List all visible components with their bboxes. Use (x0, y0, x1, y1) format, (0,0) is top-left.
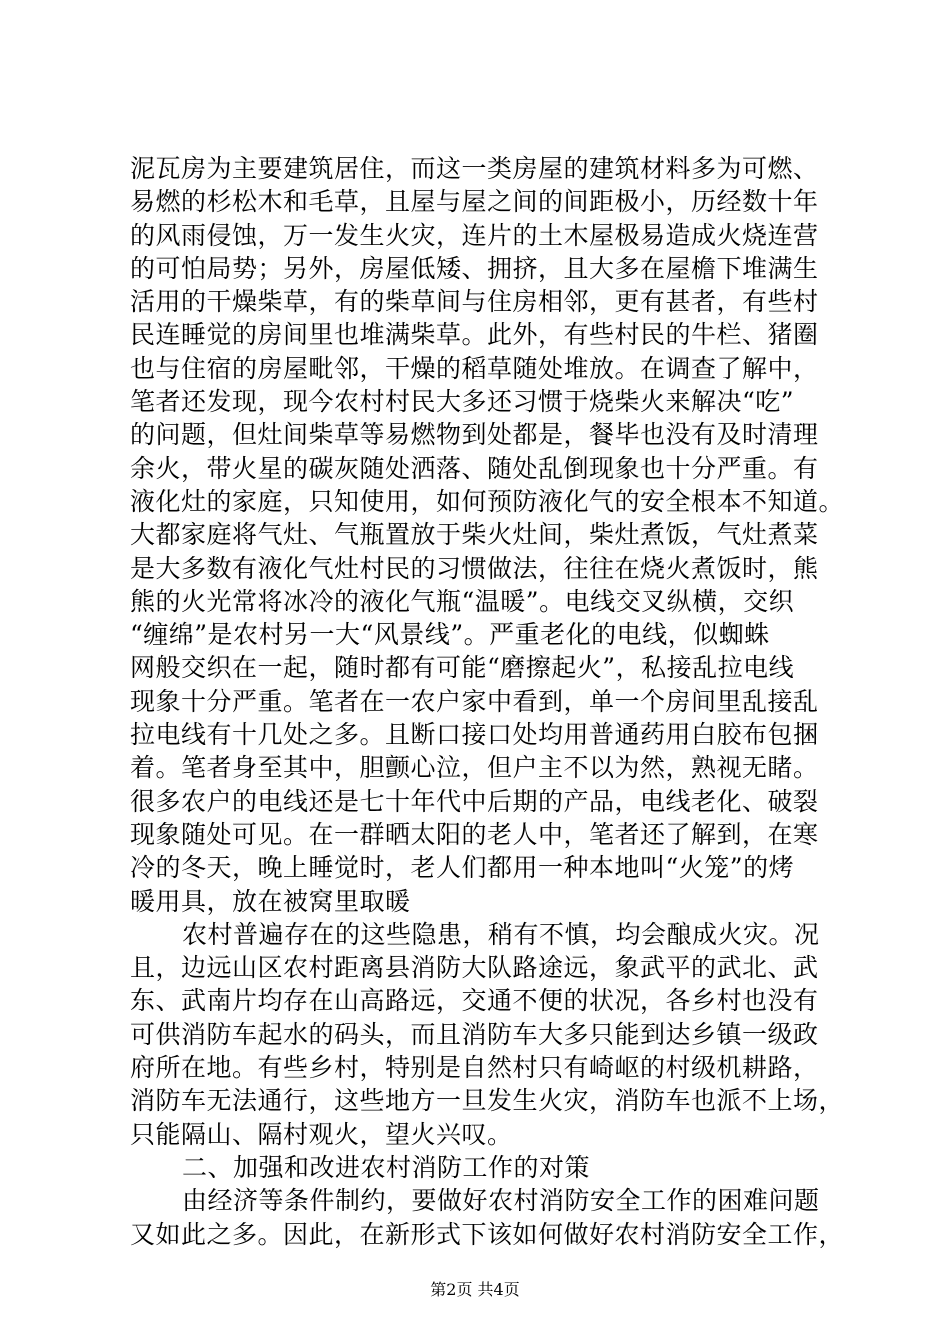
text-line: 拉电线有十几处之多。且断口接口处均用普通药用白胶布包捆 (130, 720, 819, 750)
text-line: “缠绵”是农村另一大“风景线”。严重老化的电线，似蜘蛛 (130, 620, 770, 650)
text-line: 只能隔山、隔村观火，望火兴叹。 (130, 1119, 513, 1149)
text-line: 余火，带火星的碳灰随处洒落、随处乱倒现象也十分严重。有 (130, 453, 819, 483)
paragraph-start-line: 农村普遍存在的这些隐患，稍有不慎，均会酿成火灾。况 (182, 919, 820, 949)
text-line: 活用的干燥柴草，有的柴草间与住房相邻，更有甚者，有些村 (130, 287, 819, 317)
text-line: 泥瓦房为主要建筑居住，而这一类房屋的建筑材料多为可燃、 (130, 154, 819, 183)
text-line: 的风雨侵蚀，万一发生火灾，连片的土木屋极易造成火烧连营 (130, 220, 819, 250)
text-line: 东、武南片均存在山高路远，交通不便的状况，各乡村也没有 (130, 986, 819, 1016)
body-text (130, 152, 845, 1251)
text-line: 笔者还发现，现今农村村民大多还习惯于烧柴火来解决“吃” (130, 387, 795, 417)
text-line: 现象随处可见。在一群晒太阳的老人中，笔者还了解到，在寒 (130, 819, 819, 849)
text-line: 易燃的杉松木和毛草，且屋与屋之间的间距极小，历经数十年 (130, 187, 819, 217)
paragraph-start-line: 由经济等条件制约，要做好农村消防安全工作的困难问题 (182, 1186, 820, 1216)
text-line: 网般交织在一起，随时都有可能“磨擦起火”，私接乱拉电线 (130, 653, 795, 683)
text-line: 且，边远山区农村距离县消防大队路途远，象武平的武北、武 (130, 953, 819, 983)
text-line: 现象十分严重。笔者在一农户家中看到，单一个房间里乱接乱 (130, 686, 819, 716)
text-line: 冷的冬天，晚上睡觉时，老人们都用一种本地叫“火笼”的烤 (130, 853, 795, 883)
text-line: 熊的火光常将冰冷的液化气瓶“温暖”。电线交叉纵横，交织 (130, 586, 795, 616)
text-line: 大都家庭将气灶、气瓶置放于柴火灶间，柴灶煮饭，气灶煮菜 (130, 520, 819, 550)
section-heading: 二、加强和改进农村消防工作的对策 (182, 1152, 591, 1182)
text-line: 也与住宿的房屋毗邻，干燥的稻草随处堆放。在调查了解中， (130, 353, 819, 383)
text-line: 很多农户的电线还是七十年代中后期的产品，电线老化、破裂 (130, 786, 819, 816)
text-line: 液化灶的家庭，只知使用，如何预防液化气的安全根本不知道。 (130, 486, 845, 516)
text-line: 的可怕局势；另外，房屋低矮、拥挤，且大多在屋檐下堆满生 (130, 253, 819, 283)
text-line: 府所在地。有些乡村，特别是自然村只有崎岖的村级机耕路， (130, 1053, 819, 1083)
text-line: 着。笔者身至其中，胆颤心泣，但户主不以为然，熟视无睹。 (130, 753, 819, 783)
text-line: 是大多数有液化气灶村民的习惯做法，往往在烧火煮饭时，熊 (130, 553, 819, 583)
text-line: 的问题，但灶间柴草等易燃物到处都是，餐毕也没有及时清理 (130, 420, 819, 450)
text-line: 暖用具，放在被窝里取暖 (130, 886, 411, 916)
page-footer: 第2页 共4页 (430, 1280, 520, 1299)
text-line: 消防车无法通行，这些地方一旦发生火灾，消防车也派不上场， (130, 1086, 845, 1116)
text-line: 民连睡觉的房间里也堆满柴草。此外，有些村民的牛栏、猪圈 (130, 320, 819, 350)
text-line: 可供消防车起水的码头，而且消防车大多只能到达乡镇一级政 (130, 1019, 819, 1049)
text-line: 又如此之多。因此，在新形式下该如何做好农村消防安全工作， (130, 1219, 845, 1249)
